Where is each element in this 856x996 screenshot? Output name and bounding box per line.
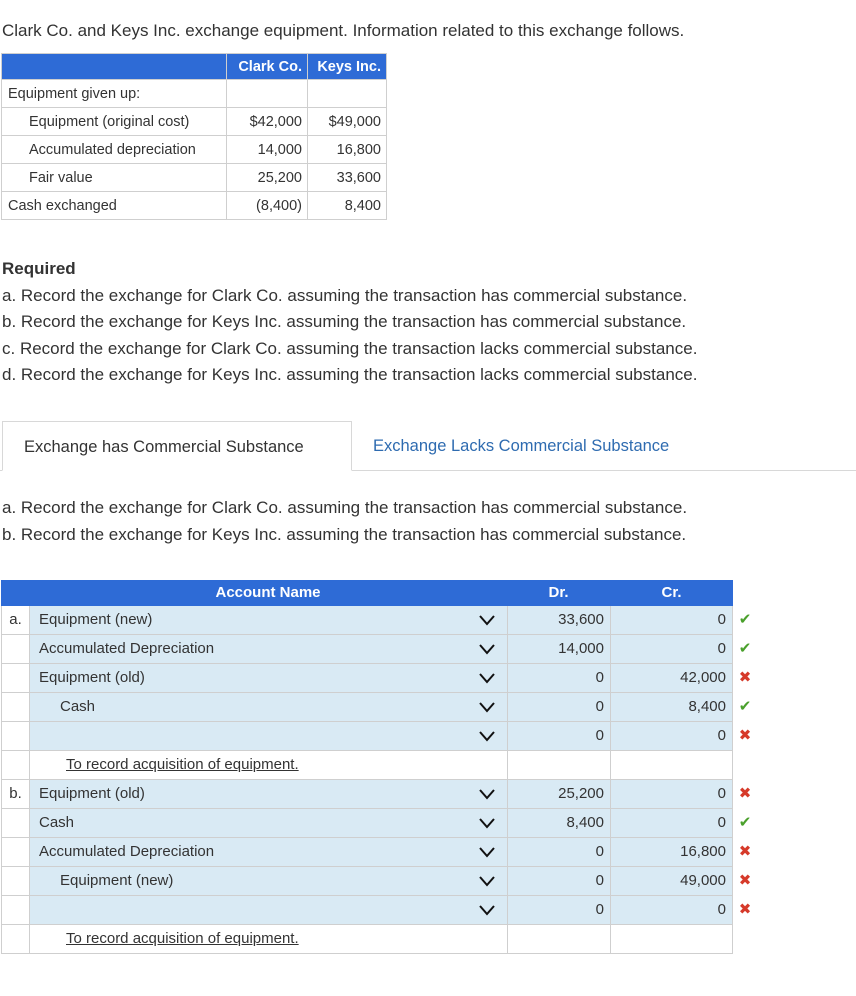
header-debit: Dr. [548,584,569,601]
debit-input[interactable]: 0 [507,896,610,924]
info-clark-value: 14,000 [227,136,308,164]
instruction-b: b. Record the exchange for Keys Inc. assuming the transaction has commercial substance. [2,524,687,544]
journal-row [1,664,752,693]
account-select[interactable] [29,635,507,663]
credit-input[interactable]: 0 [610,780,733,808]
info-keys-value: 16,800 [308,136,387,164]
credit-input[interactable]: 0 [610,896,733,924]
account-select[interactable] [29,867,507,895]
journal-memo-row [1,925,733,954]
credit-input[interactable]: 16,800 [610,838,733,866]
header-credit: Cr. [661,584,682,601]
info-row-label: Equipment (original cost) [2,108,227,136]
info-row [2,164,387,192]
debit-input[interactable]: 0 [507,693,610,721]
journal-row [1,780,752,809]
info-row [2,108,387,136]
exchange-info-table [1,53,387,220]
account-select[interactable] [29,896,507,924]
info-row-label: Fair value [2,164,227,192]
info-keys-value [308,80,387,108]
account-name: Equipment (old) [39,669,145,686]
debit-cell-empty [507,925,610,953]
journal-row [1,809,752,838]
info-clark-value: (8,400) [227,192,308,220]
account-select[interactable] [29,606,507,634]
chevron-down-icon[interactable] [478,874,496,888]
required-title: Required [2,259,76,278]
entry-label [1,896,29,924]
credit-input[interactable]: 42,000 [610,664,733,692]
journal-row [1,896,752,925]
account-select[interactable] [29,722,507,750]
entry-label [1,925,29,953]
account-name: Cash [60,698,96,715]
info-row [2,80,387,108]
account-name: Accumulated Depreciation [39,640,215,657]
cross-icon: ✖ [738,785,752,802]
memo-cell [29,925,507,953]
chevron-down-icon[interactable] [478,787,496,801]
entry-memo: To record acquisition of equipment. [66,930,299,947]
cross-icon: ✖ [738,843,752,860]
account-select[interactable] [29,838,507,866]
credit-input[interactable]: 49,000 [610,867,733,895]
required-item-b: b. Record the exchange for Keys Inc. assuming the transaction has commercial substance. [2,312,687,331]
entry-label [1,635,29,663]
info-header-row [2,54,387,80]
entry-memo: To record acquisition of equipment. [66,756,299,773]
info-keys-value: 8,400 [308,192,387,220]
journal-row [1,606,752,635]
tab-commercial-substance[interactable]: Exchange has Commercial Substance [2,421,352,471]
cross-icon: ✖ [738,901,752,918]
chevron-down-icon[interactable] [478,613,496,627]
info-row-label: Cash exchanged [2,192,227,220]
account-select[interactable] [29,780,507,808]
account-select[interactable] [29,693,507,721]
info-clark-value: 25,200 [227,164,308,192]
entry-label [1,838,29,866]
account-select[interactable] [29,664,507,692]
debit-cell-empty [507,751,610,779]
check-icon: ✔ [738,814,752,831]
credit-input[interactable]: 0 [610,606,733,634]
entry-label: a. [1,606,29,634]
journal-row [1,722,752,751]
journal-entry-table [1,580,752,954]
debit-input[interactable]: 0 [507,867,610,895]
intro-text: Clark Co. and Keys Inc. exchange equipment. Information related to this exchange follows. [2,21,685,40]
header-account-name: Account Name [215,584,321,601]
account-name: Equipment (new) [39,611,153,628]
journal-row [1,635,752,664]
info-row [2,136,387,164]
tab-bar [0,421,856,471]
required-section [2,256,697,389]
credit-input[interactable]: 0 [610,809,733,837]
chevron-down-icon[interactable] [478,903,496,917]
info-header-clark: Clark Co. [227,54,308,80]
credit-input[interactable]: 8,400 [610,693,733,721]
cross-icon: ✖ [738,727,752,744]
info-keys-value: 33,600 [308,164,387,192]
entry-label [1,751,29,779]
check-icon: ✔ [738,640,752,657]
debit-input[interactable]: 0 [507,838,610,866]
journal-memo-row [1,751,733,780]
chevron-down-icon[interactable] [478,845,496,859]
required-item-a: a. Record the exchange for Clark Co. assuming the transaction has commercial substance. [2,285,688,305]
journal-row [1,838,752,867]
memo-cell [29,751,507,779]
account-name: Cash [39,814,75,831]
required-item-c: c. Record the exchange for Clark Co. assuming the transaction lacks commercial substance. [2,338,698,358]
entry-label [1,809,29,837]
chevron-down-icon[interactable] [478,816,496,830]
chevron-down-icon[interactable] [478,700,496,714]
account-name: Accumulated Depreciation [39,843,215,860]
debit-input[interactable]: 0 [507,722,610,750]
required-item-d: d. Record the exchange for Keys Inc. assuming the transaction lacks commercial substance. [2,365,698,384]
journal-row [1,693,752,722]
credit-input[interactable]: 0 [610,635,733,663]
check-icon: ✔ [738,698,752,715]
credit-cell-empty [610,925,733,953]
tab-lacks-commercial-substance[interactable]: Exchange Lacks Commercial Substance [373,437,670,455]
info-clark-value [227,80,308,108]
journal-header [1,580,733,606]
debit-input[interactable]: 14,000 [507,635,610,663]
entry-label [1,693,29,721]
account-select[interactable] [29,809,507,837]
entry-label [1,722,29,750]
entry-label: b. [1,780,29,808]
account-name: Equipment (new) [60,872,174,889]
debit-input[interactable]: 0 [507,664,610,692]
entry-label [1,664,29,692]
info-header-blank [2,54,227,80]
cross-icon: ✖ [738,669,752,686]
instruction-a: a. Record the exchange for Clark Co. assuming the transaction has commercial substance. [2,498,688,517]
info-row-label: Accumulated depreciation [2,136,227,164]
check-icon: ✔ [738,611,752,628]
debit-input[interactable]: 33,600 [507,606,610,634]
info-header-keys: Keys Inc. [308,54,387,80]
info-row-label: Equipment given up: [2,80,227,108]
credit-cell-empty [610,751,733,779]
account-name: Equipment (old) [39,785,145,802]
info-clark-value: $42,000 [227,108,308,136]
debit-input[interactable]: 25,200 [507,780,610,808]
journal-body [1,606,752,954]
chevron-down-icon[interactable] [478,642,496,656]
journal-row [1,867,752,896]
chevron-down-icon[interactable] [478,729,496,743]
tab-instructions [2,495,687,548]
entry-label [1,867,29,895]
chevron-down-icon[interactable] [478,671,496,685]
credit-input[interactable]: 0 [610,722,733,750]
debit-input[interactable]: 8,400 [507,809,610,837]
info-keys-value: $49,000 [308,108,387,136]
cross-icon: ✖ [738,872,752,889]
info-row [2,192,387,220]
